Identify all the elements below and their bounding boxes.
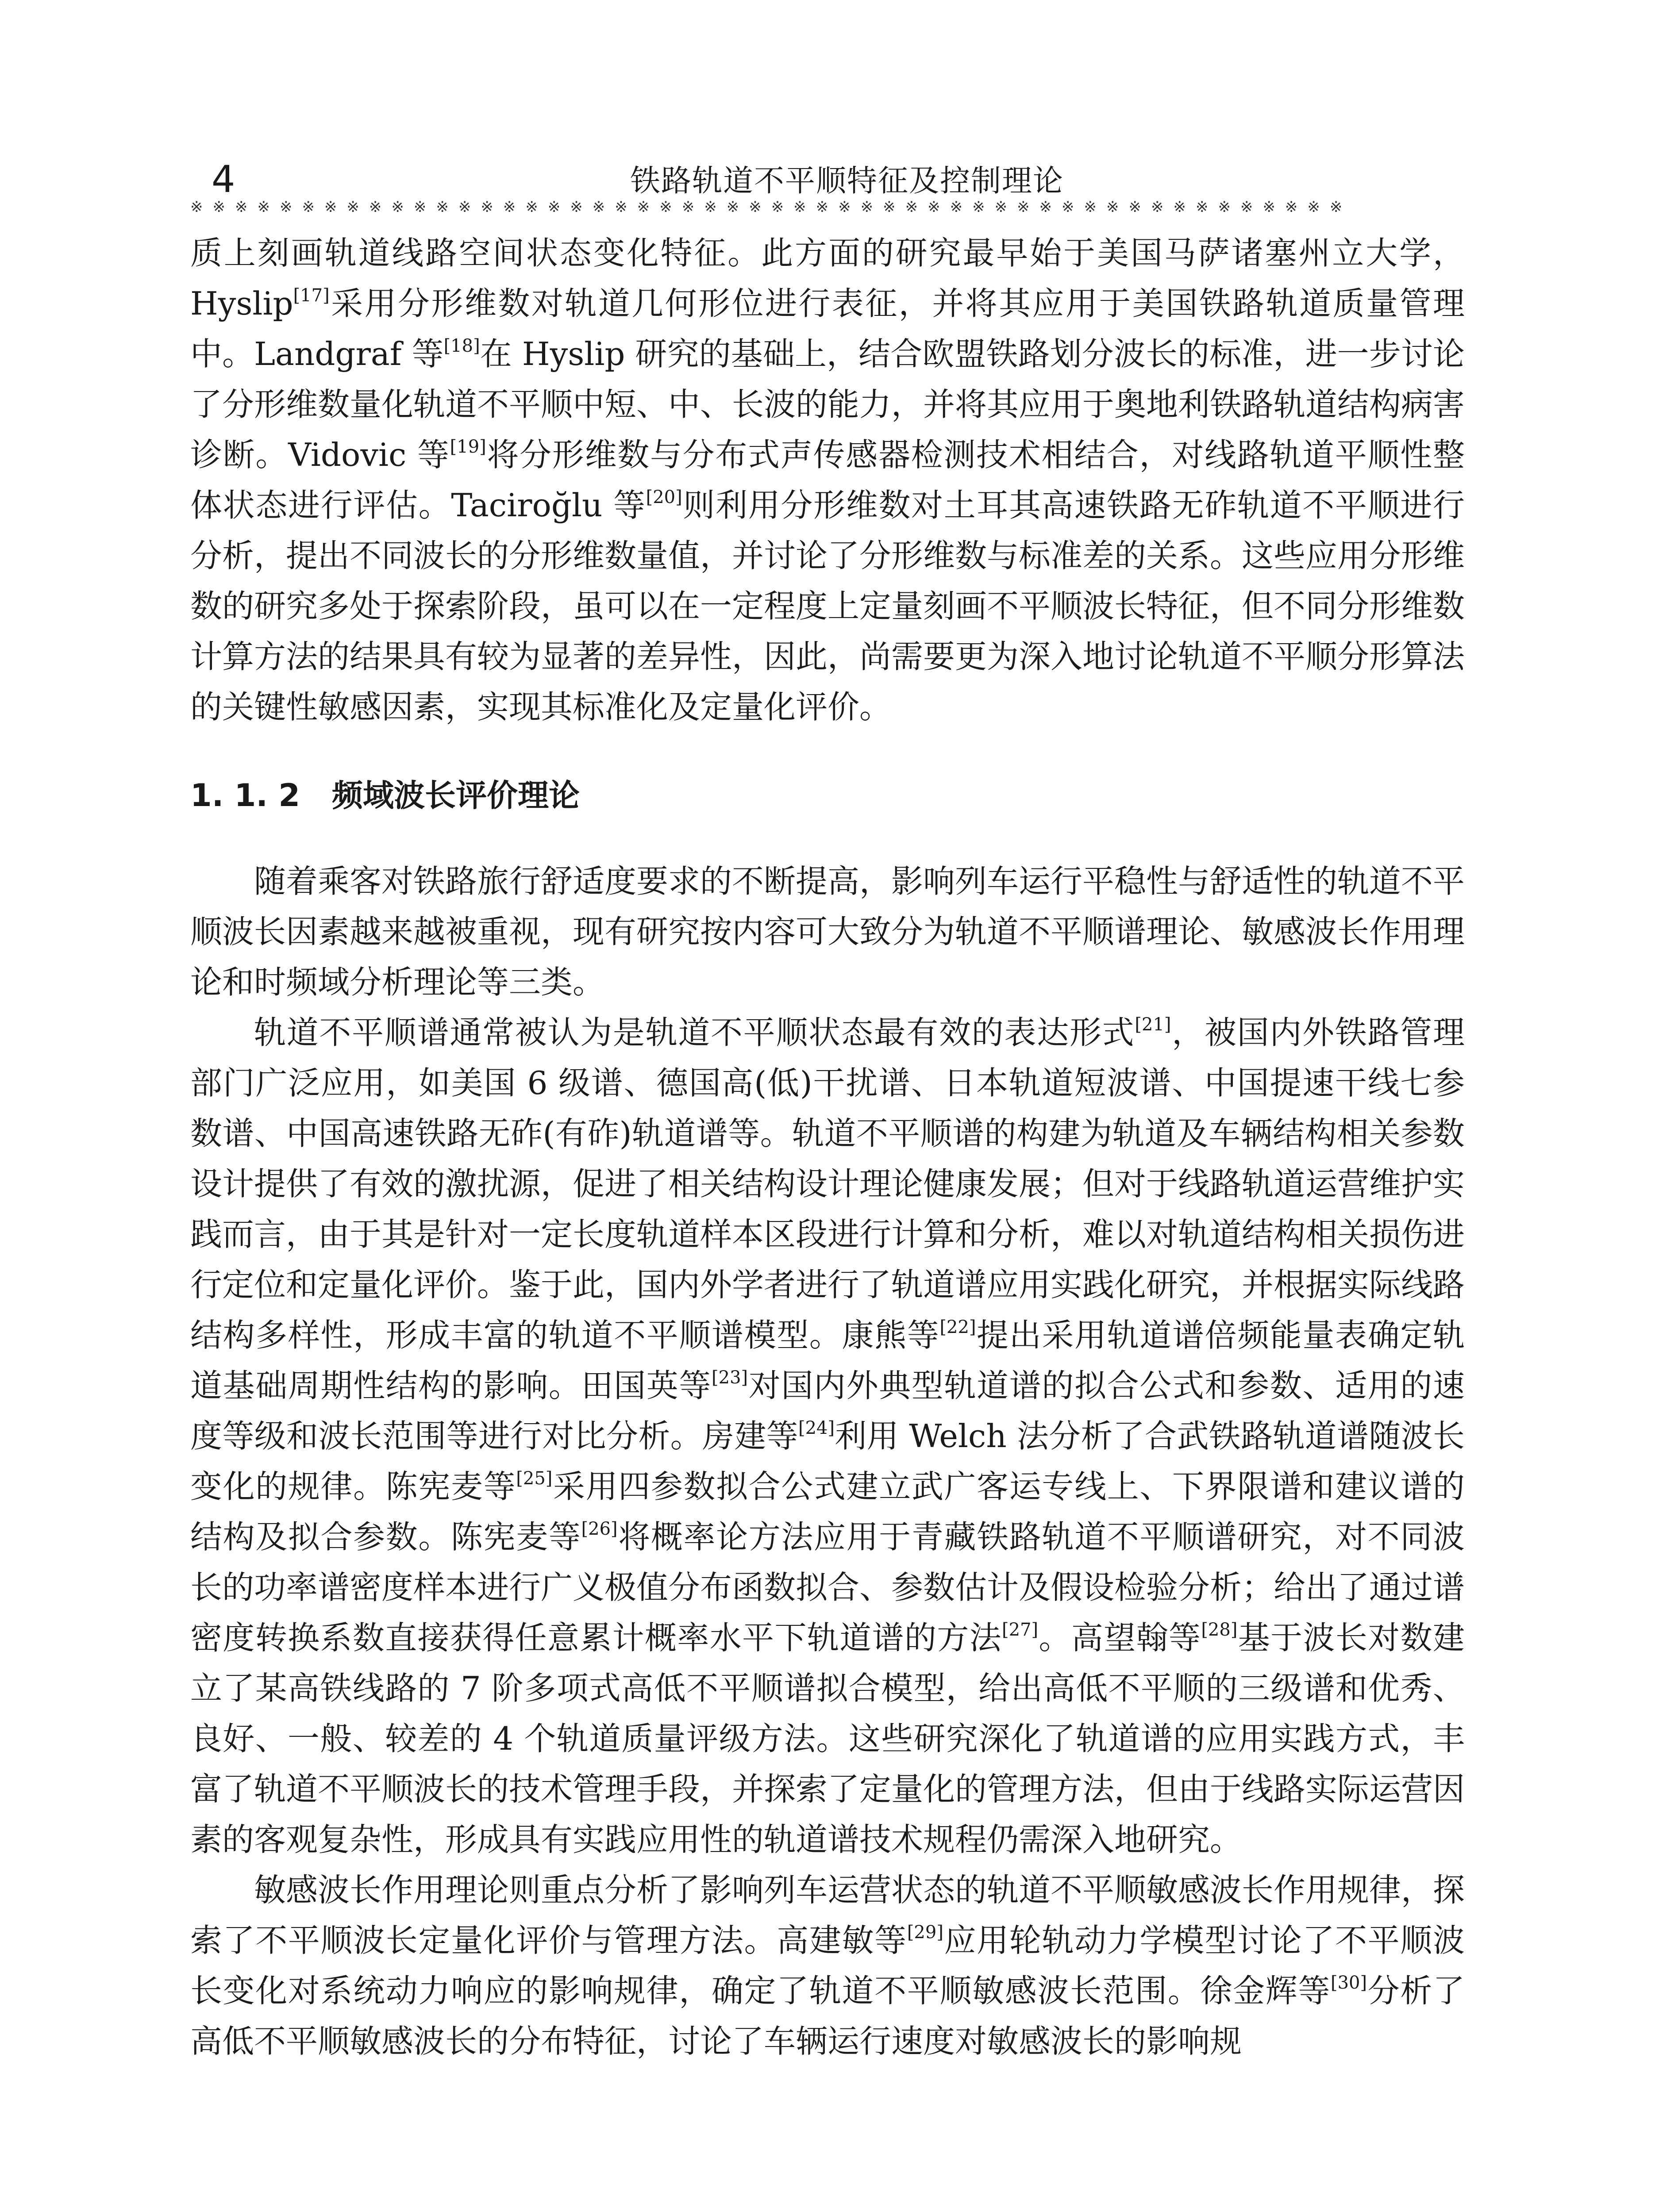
citation-18: [18] — [443, 336, 480, 356]
paragraph-track-spectrum — [190, 1007, 1465, 1865]
paragraph-intro — [190, 856, 1465, 1007]
citation-28: [28] — [1201, 1620, 1238, 1640]
section-heading — [190, 776, 1465, 815]
running-title: 铁路轨道不平顺特征及控制理论 — [630, 164, 1064, 199]
text-run: 对国内外典型轨道谱的拟合公式和参数、适用的速度等级和波长范围等进行对比分析。房建等 — [190, 1367, 1465, 1455]
text-run: 敏感波长作用理论则重点分析了影响列车运营状态的轨道不平顺敏感波长作用规律，探索了不平顺波长定量化评价与管理方法。高建敏等 — [190, 1871, 1465, 1959]
citation-26: [26] — [581, 1519, 618, 1539]
text-run: 采用四参数拟合公式建立武广客运专线上、下界限谱和建议谱的结构及拟合参数。陈宪麦等 — [190, 1468, 1465, 1555]
citation-24: [24] — [798, 1418, 835, 1438]
citation-30: [30] — [1330, 1973, 1367, 1993]
paragraph-sensitive-wavelength — [190, 1865, 1465, 2066]
text-run: 随着乘客对铁路旅行舒适度要求的不断提高，影响列车运行平稳性与舒适性的轨道不平顺波长因素越来越被重视，现有研究按内容可大致分为轨道不平顺谱理论、敏感波长作用理论和时频域分析理论等三类。 — [190, 863, 1465, 1001]
citation-20: [20] — [646, 487, 682, 507]
citation-21: [21] — [1135, 1014, 1171, 1035]
citation-25: [25] — [516, 1468, 553, 1489]
text-run: 在 Hyslip 研究的基础上，结合欧盟铁路划分波长的标准，进一步讨论了分形维数量化轨道不平顺中短、中、长波的能力，并将其应用于奥地利铁路轨道结构病害诊断。Vidovic 等 — [190, 335, 1465, 473]
text-run: 将概率论方法应用于青藏铁路轨道不平顺谱研究，对不同波长的功率谱密度样本进行广义极值分布函数拟合、参数估计及假设检验分析；给出了通过谱密度转换系数直接获得任意累计概率水平下轨道谱的方法 — [190, 1518, 1465, 1656]
section-title: 频域波长评价理论 — [332, 777, 580, 814]
paragraph-fractal-research — [190, 228, 1465, 732]
text-run: 质上刻画轨道线路空间状态变化特征。此方面的研究最早始于美国马萨诸塞州立大学，Hyslip — [190, 234, 1465, 322]
citation-29: [29] — [907, 1922, 943, 1943]
text-run: 利用 Welch 法分析了合武铁路轨道谱随波长变化的规律。陈宪麦等 — [190, 1417, 1465, 1505]
body-text — [190, 228, 1465, 2066]
text-run: 则利用分形维数对土耳其高速铁路无砟轨道不平顺进行分析，提出不同波长的分形维数量值，并讨论了分形维数与标准差的关系。这些应用分形维数的研究多处于探索阶段，虽可以在一定程度上定量刻画不平顺波长特征，但不同分形维数计算方法的结果具有较为显著的差异性，因此，尚需要更为深入地讨论轨道不平顺分形算法的关键性敏感因素，实现其标准化及定量化评价。 — [190, 487, 1465, 726]
header-ornament-rule: ※※※※※※※※※※※※※※※※※※※※※※※※※※※※※※※※※※※※※※※※※※※※※※※※※※※※ — [190, 198, 1352, 216]
text-run: 提出采用轨道谱倍频能量表确定轨道基础周期性结构的影响。田国英等 — [190, 1317, 1465, 1404]
page-number: 4 — [212, 157, 235, 201]
text-run: 分析了高低不平顺敏感波长的分布特征，讨论了车辆运行速度对敏感波长的影响规 — [190, 1972, 1465, 2060]
text-run: 。高望翰等 — [1038, 1619, 1201, 1656]
text-run: 应用轮轨动力学模型讨论了不平顺波长变化对系统动力响应的影响规律，确定了轨道不平顺敏感波长范围。徐金辉等 — [190, 1922, 1465, 2009]
text-run: 将分形维数与分布式声传感器检测技术相结合，对线路轨道平顺性整体状态进行评估。Taciroğlu 等 — [190, 436, 1465, 524]
citation-19: [19] — [450, 437, 486, 457]
citation-23: [23] — [712, 1367, 748, 1388]
citation-27: [27] — [1002, 1620, 1039, 1640]
text-run: ，被国内外铁路管理部门广泛应用，如美国 6 级谱、德国高(低)干扰谱、日本轨道短波谱、中国提速干线七参数谱、中国高速铁路无砟(有砟)轨道谱等。轨道不平顺谱的构建为轨道及车辆结构相关参数设计提供了有效的激扰源，促进了相关结构设计理论健康发展；但对于线路轨道运营维护实践而言，由于其是针对一定长度轨道样本区段进行计算和分析，难以对轨道结构相关损伤进行定位和定量化评价。鉴于此，国内外学者进行了轨道谱应用实践化研究，并根据实际线路结构多样性，形成丰富的轨道不平顺谱模型。康熊等 — [190, 1014, 1465, 1354]
page-header — [0, 0, 1655, 216]
text-run: 采用分形维数对轨道几何形位进行表征，并将其应用于美国铁路轨道质量管理中。Landgraf 等 — [190, 285, 1465, 373]
citation-17: [17] — [293, 285, 330, 306]
citation-22: [22] — [939, 1317, 976, 1337]
text-run: 基于波长对数建立了某高铁线路的 7 阶多项式高低不平顺谱拟合模型，给出高低不平顺的三级谱和优秀、良好、一般、较差的 4 个轨道质量评级方法。这些研究深化了轨道谱的应用实践方式，丰富了轨道不平顺波长的技术管理手段，并探索了定量化的管理方法，但由于线路实际运营因素的客观复杂性，形成具有实践应用性的轨道谱技术规程仍需深入地研究。 — [190, 1619, 1465, 1858]
section-number: 1. 1. 2 — [190, 777, 300, 814]
text-run: 轨道不平顺谱通常被认为是轨道不平顺状态最有效的表达形式 — [254, 1014, 1135, 1051]
